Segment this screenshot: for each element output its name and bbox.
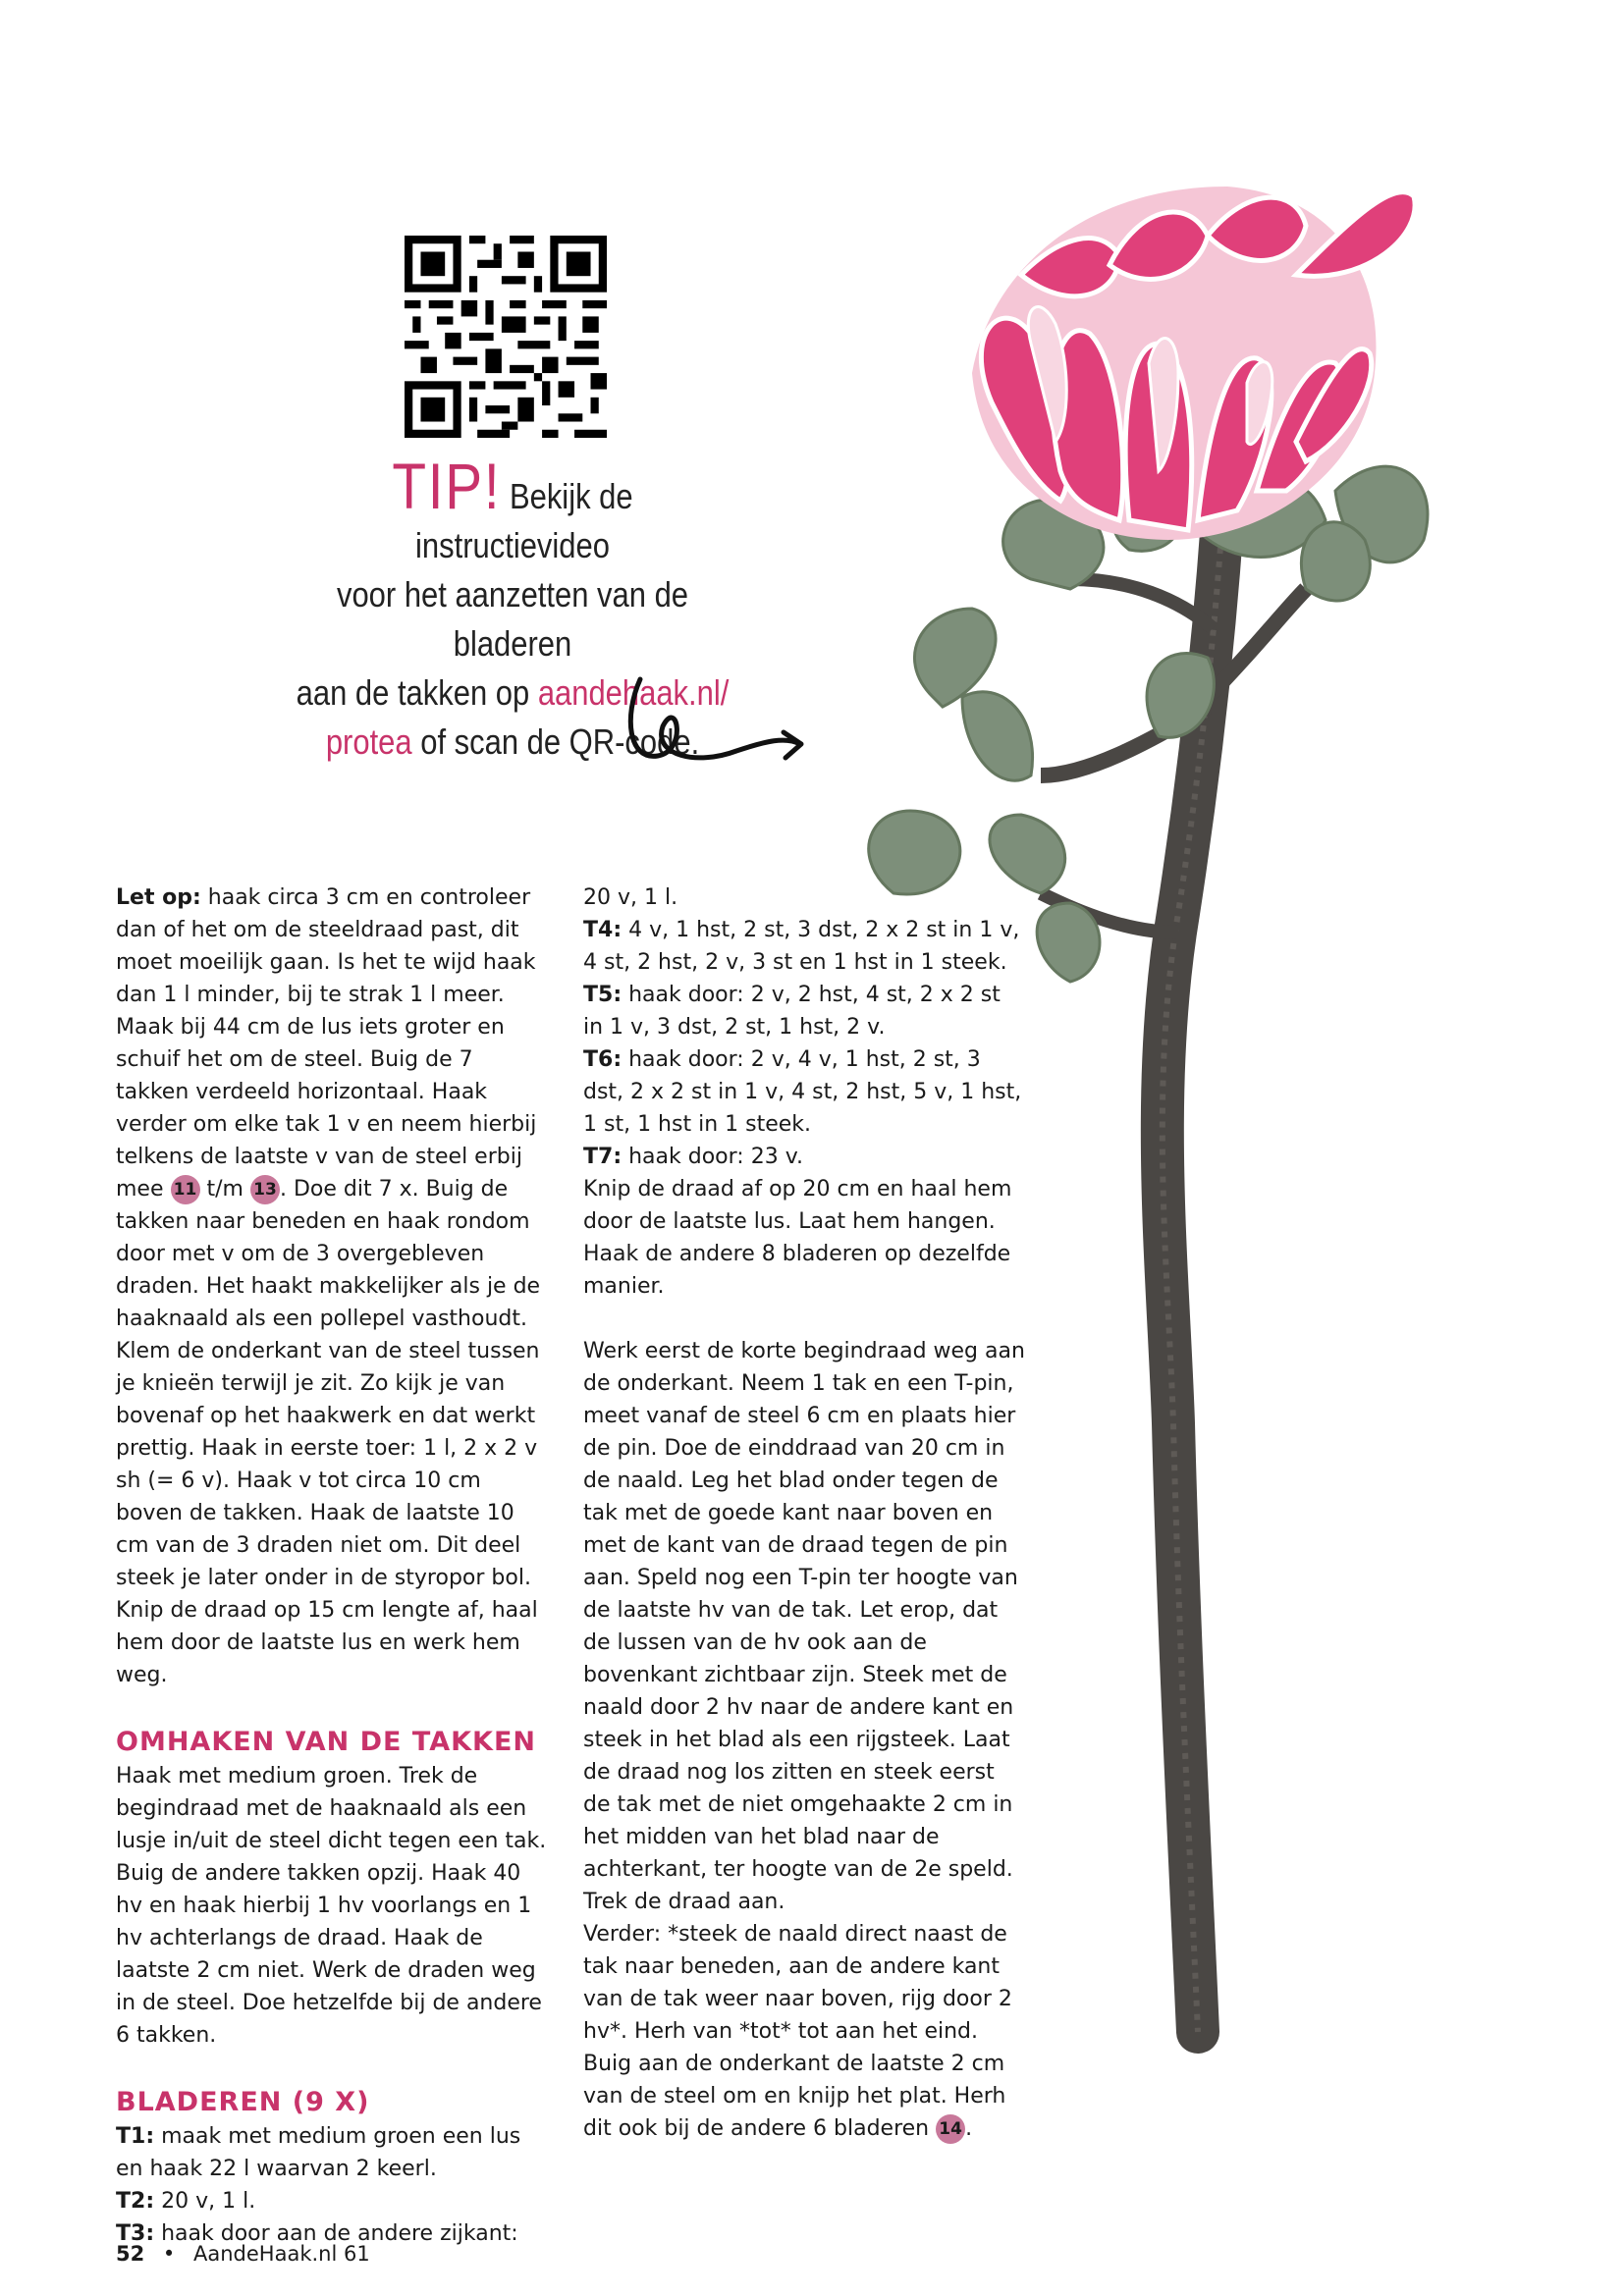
step-badge-14: 14 [936, 2114, 965, 2144]
let-op-end: . Doe dit 7 x. Buig de takken naar beneden en haak rondom door met v om de 3 overgebleven draden. Het haakt makkelijker als je de haaknaald als een pollepel vasthoudt. Klem de onderkant van de steel tussen je knieën terwijl je zit. Zo kijk je van bovenaf op het haakwerk en dat werkt prettig. Haak in eerste toer: 1 l, 2 x 2 v sh (= 6 v). Haak v tot circa 10 cm boven de takken. Haak de laatste 10 cm van de 3 draden niet om. Dit deel steek je later onder in de styropor bol. Knip de draad op 15 cm lengte af, haal hem door de laatste lus en werk hem weg. [116, 1177, 541, 1687]
t6-text: haak door: 2 v, 4 v, 1 hst, 2 st, 3 dst, 2 x 2 st in 1 v, 4 st, 2 hst, 5 v, 1 hst, 1 st, 1 hst in 1 steek. [583, 1047, 1022, 1137]
paragraph-verder [583, 1918, 1025, 2145]
t5-text: haak door: 2 v, 2 hst, 4 st, 2 x 2 st in 1 v, 3 dst, 2 st, 1 hst, 2 v. [583, 983, 1001, 1040]
paragraph-let-op [116, 881, 548, 1691]
let-op-label: Let op: [116, 885, 201, 910]
heading-omhaken: OMHAKEN VAN DE TAKKEN [116, 1727, 536, 1757]
t1-label: T1: [116, 2124, 155, 2149]
row-t1 [116, 2120, 548, 2185]
column-right [583, 881, 1025, 2145]
tip-link[interactable]: aandehaak.nl/ [537, 672, 730, 713]
let-op-mid: t/m [199, 1177, 250, 1201]
t3-continued: 20 v, 1 l. [583, 885, 678, 910]
verder-text: Verder: *steek de naald direct naast de tak naar beneden, aan de andere kant van de tak weer naar boven, rijg door 2 hv*. Herh van *tot* tot aan het eind. Buig aan de onderkant de laatste 2 cm van de steel om en knijp het plat. Herh dit ook bij de andere 6 bladeren [583, 1922, 1012, 2141]
t7-label: T7: [583, 1145, 623, 1169]
t1-text: maak met medium groen een lus en haak 22 l waarvan 2 keerl. [116, 2124, 521, 2181]
t3-text: haak door aan de andere zijkant: [154, 2221, 518, 2246]
t2-text: 20 v, 1 l. [154, 2189, 256, 2214]
column-left [116, 881, 548, 2250]
footer-bullet: • [162, 2242, 176, 2266]
row-t2 [116, 2185, 548, 2217]
t5-label: T5: [583, 983, 623, 1007]
tip-link-cont[interactable]: protea [325, 721, 412, 762]
tip-title: TIP! [392, 450, 502, 522]
tip-line1: Bekijk de instructievideo [415, 476, 633, 565]
t4-text: 4 v, 1 hst, 2 st, 3 dst, 2 x 2 st in 1 v, 4 st, 2 hst, 2 v, 3 st en 1 hst in 1 steek. [583, 918, 1020, 975]
paragraph-omhaken: Haak met medium groen. Trek de begindraad met de haaknaald als een lusje in/uit de steel dicht tegen een tak. Buig de andere takken opzij. Haak 40 hv en haak hierbij 1 hv voorlangs en 1 hv achterlangs de draad. Haak de laatste 2 cm niet. Werk de draden weg in de steel. Doe hetzelfde bij de andere 6 takken. [116, 1764, 547, 2048]
tip-line2: voor het aanzetten van de bladeren [336, 574, 689, 664]
row-t5 [583, 979, 1025, 1043]
verder-end: . [965, 2116, 973, 2141]
t7-text: haak door: 23 v. [622, 1145, 803, 1169]
t4-label: T4: [583, 918, 623, 942]
step-badge-11: 11 [171, 1175, 200, 1204]
row-t6 [583, 1043, 1025, 1141]
t3-label: T3: [116, 2221, 155, 2246]
qr-code[interactable] [405, 236, 607, 438]
tip-line3: aan de takken op [296, 672, 538, 713]
page-footer [116, 2242, 370, 2266]
arrow-icon [619, 667, 815, 795]
tip-line4: of scan de QR-code. [411, 721, 700, 762]
paragraph-knip: Knip de draad af op 20 cm en haal hem door de laatste lus. Laat hem hangen. Haak de andere 8 bladeren op dezelfde manier. [583, 1177, 1012, 1299]
t2-label: T2: [116, 2189, 155, 2214]
let-op-text: haak circa 3 cm en controleer dan of het om de steeldraad past, dit moet moeilijk gaan. Is het te wijd haak dan 1 l minder, bij te strak 1 l meer. Maak bij 44 cm de lus iets groter en schuif het om de steel. Buig de 7 takken verdeeld horizontaal. Haak verder om elke tak 1 v en neem hierbij telkens de laatste v van de steel erbij mee [116, 885, 537, 1201]
paragraph-werk: Werk eerst de korte begindraad weg aan de onderkant. Neem 1 tak en een T-pin, meet vanaf de steel 6 cm en plaats hier de pin. Doe de einddraad van 20 cm in de naald. Leg het blad onder tegen de tak met de goede kant naar boven en met de kant van de draad tegen de pin aan. Speld nog een T-pin ter hoogte van de laatste hv van de tak. Let erop, dat de lussen van de hv ook aan de bovenkant zichtbaar zijn. Steek met de naald door 2 hv naar de andere kant en steek in het blad als een rijgsteek. Laat de draad nog los zitten en steek eerst de tak met de niet omgehaakte 2 cm in het midden van het blad naar de achterkant, ter hoogte van de 2e speld. Trek de draad aan. [583, 1339, 1025, 1914]
row-t4 [583, 914, 1025, 979]
row-t7 [583, 1141, 1025, 1173]
heading-bladeren: BLADEREN (9 X) [116, 2087, 370, 2117]
magazine-name: AandeHaak.nl 61 [193, 2242, 370, 2266]
page-number: 52 [116, 2242, 145, 2266]
step-badge-13: 13 [250, 1175, 280, 1204]
t6-label: T6: [583, 1047, 623, 1072]
